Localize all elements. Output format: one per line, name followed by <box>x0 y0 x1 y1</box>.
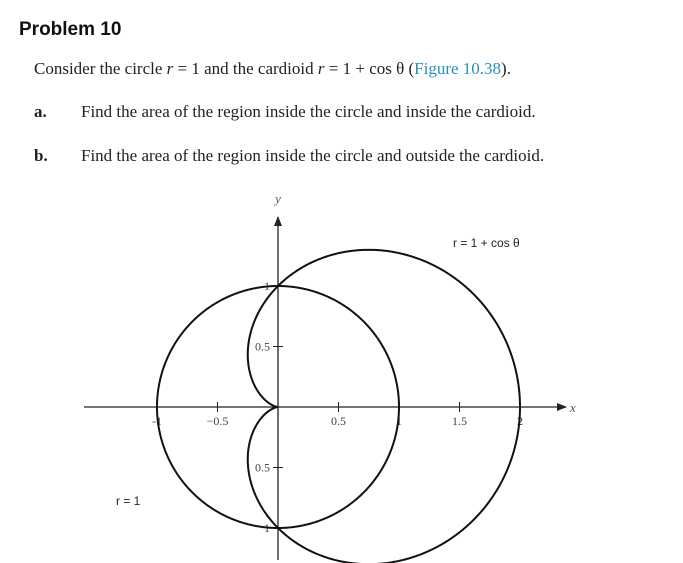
x-axis-label: x <box>570 400 576 415</box>
y-tick-label: 1 <box>264 521 270 535</box>
x-tick-label: 0.5 <box>331 414 346 428</box>
part-b-text: Find the area of the region inside the circle and outside the cardioid. <box>81 146 545 165</box>
intro-r-cardioid: r <box>317 59 325 78</box>
y-tick-label: 0.5 <box>255 460 270 475</box>
x-tick-label: −0.5 <box>206 414 229 428</box>
intro-r-circle: r <box>166 59 174 78</box>
intro-text-4: ). <box>501 59 511 78</box>
x-tick-label: 1 <box>396 414 402 428</box>
part-a-label: a. <box>34 102 47 121</box>
y-axis-label: y <box>275 191 281 206</box>
intro-text-3: = 1 + cos θ ( <box>324 59 415 78</box>
part-a-text: Find the area of the region inside the circle and inside the cardioid. <box>81 102 536 121</box>
y-tick-label: 1 <box>264 279 270 293</box>
part-b-label: b. <box>34 146 48 165</box>
x-tick-label: 1.5 <box>452 414 467 428</box>
intro-text-2: = 1 and the cardioid <box>173 59 318 78</box>
y-tick-label: 0.5 <box>255 339 270 354</box>
cardioid-curve-label: r = 1 + cos θ <box>453 236 520 250</box>
problem-title: Problem 10 <box>19 19 122 40</box>
intro-text-1: Consider the circle <box>34 59 167 78</box>
figure-link[interactable]: Figure 10.38 <box>414 59 502 78</box>
circle-curve-label: r = 1 <box>116 494 141 508</box>
x-tick-label: 2 <box>517 414 523 428</box>
x-tick-label: -1 <box>152 414 162 428</box>
